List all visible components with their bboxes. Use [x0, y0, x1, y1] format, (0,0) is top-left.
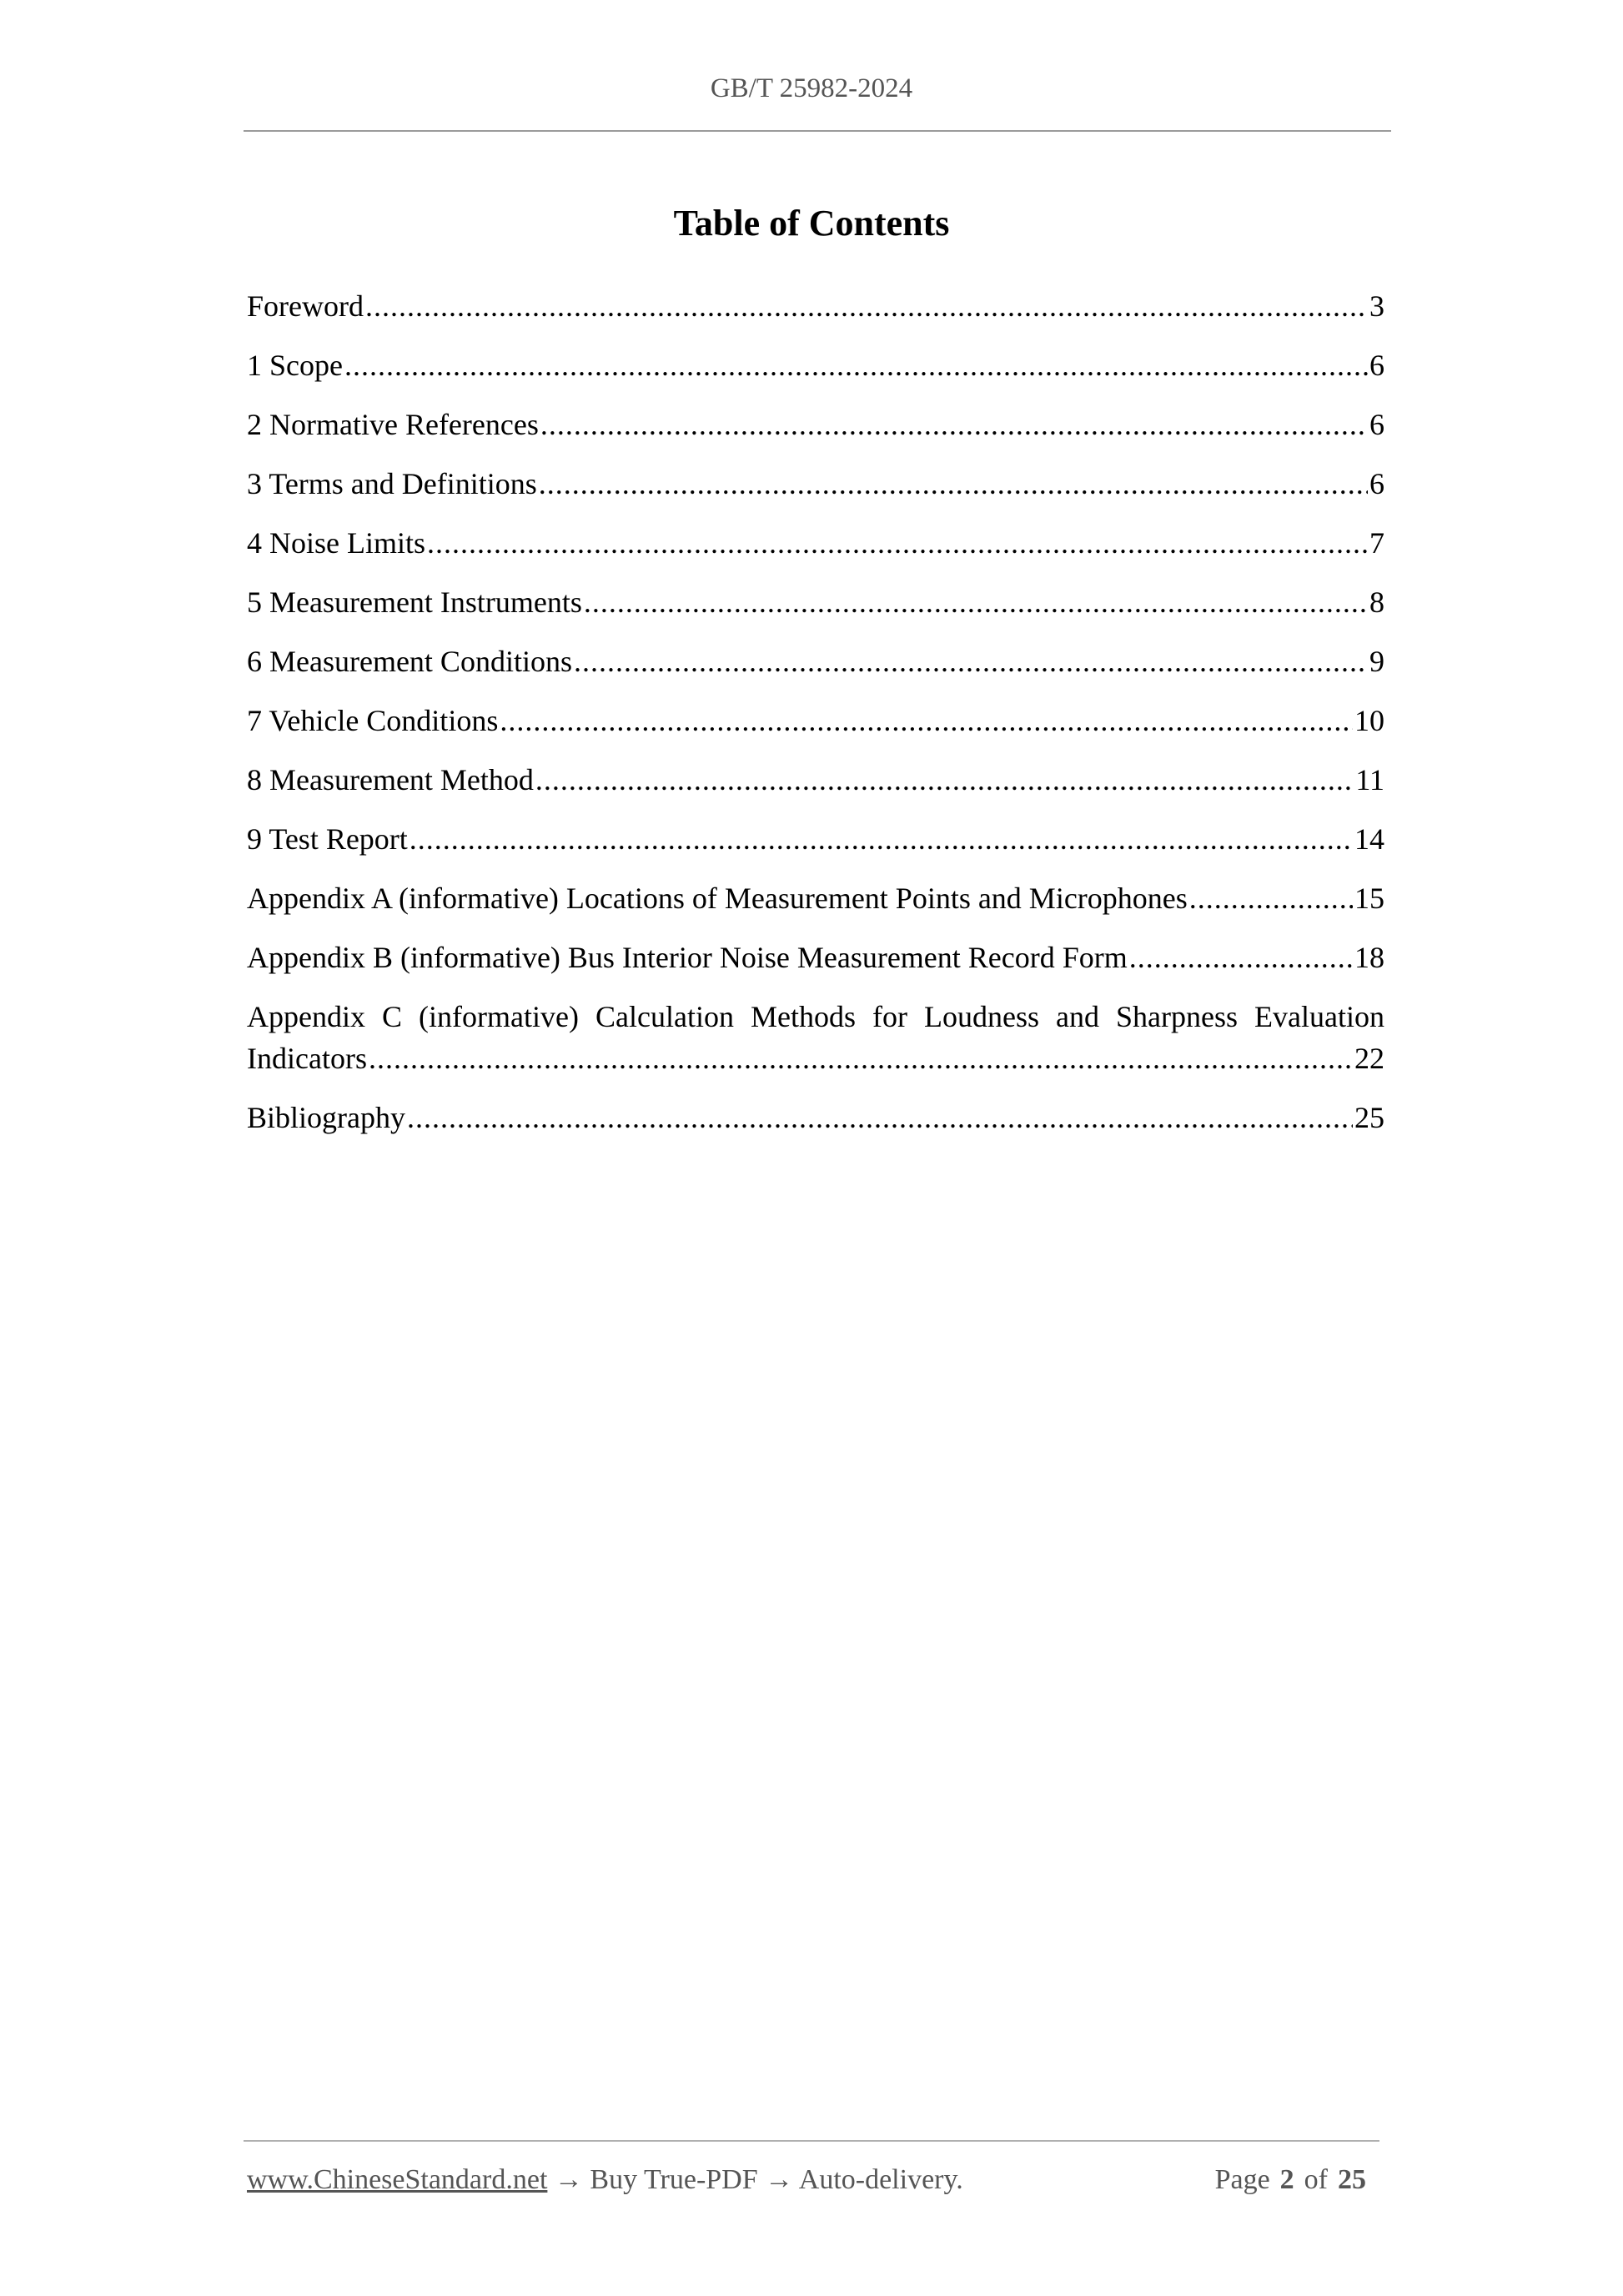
delivery-text: Auto-delivery. [798, 2164, 963, 2195]
dot-leader [539, 463, 1368, 505]
toc-entry-page: 11 [1355, 763, 1384, 796]
toc-entry-noise-limits[interactable] [247, 522, 1384, 564]
toc-entry-page: 25 [1354, 1101, 1384, 1134]
arrow-right-icon: → [554, 2164, 583, 2195]
toc-entry-label: 6 Measurement Conditions [247, 645, 572, 678]
header-divider [244, 130, 1391, 132]
toc-entry-page: 3 [1369, 289, 1384, 323]
toc-entry-label: 2 Normative References [247, 408, 539, 441]
arrow-right-icon: → [765, 2164, 794, 2195]
website-link[interactable]: www.ChineseStandard.net [247, 2164, 548, 2195]
toc-entry-page: 18 [1354, 941, 1384, 974]
toc-entry-foreword[interactable] [247, 285, 1384, 327]
toc-entry-label: Appendix A (informative) Locations of Measurement Points and Microphones [247, 882, 1188, 915]
dot-leader [584, 581, 1368, 623]
toc-entry-scope[interactable] [247, 344, 1384, 386]
toc-entry-appendix-b[interactable] [247, 937, 1384, 978]
toc-entry-page: 6 [1369, 349, 1384, 382]
toc-entry-page: 6 [1369, 408, 1384, 441]
toc-entry-label: 1 Scope [247, 349, 343, 382]
dot-leader [365, 285, 1368, 327]
toc-entry-page: 7 [1369, 526, 1384, 560]
toc-entry-label: 5 Measurement Instruments [247, 585, 582, 619]
total-pages: 25 [1338, 2164, 1366, 2195]
toc-entry-page: 14 [1354, 822, 1384, 856]
toc-entry-label: 9 Test Report [247, 822, 408, 856]
page-number [1215, 2164, 1376, 2196]
toc-entry-bibliography[interactable] [247, 1097, 1384, 1138]
dot-leader [500, 700, 1353, 741]
standard-code: GB/T 25982-2024 [710, 73, 913, 103]
toc-entry-appendix-a[interactable] [247, 877, 1384, 919]
toc-entry-measurement-instruments[interactable] [247, 581, 1384, 623]
footer-divider [244, 2140, 1379, 2142]
toc-entry-page: 15 [1354, 882, 1384, 915]
dot-leader [535, 759, 1354, 801]
toc-entry-label: 3 Terms and Definitions [247, 467, 537, 500]
toc-entry-page: 8 [1369, 585, 1384, 619]
toc-entry-measurement-method[interactable] [247, 759, 1384, 801]
dot-leader [1129, 937, 1353, 978]
toc-entry-appendix-c[interactable] [247, 996, 1384, 1079]
toc-entry-label: 4 Noise Limits [247, 526, 425, 560]
toc-entry-label: Appendix B (informative) Bus Interior Noise Measurement Record Form [247, 941, 1128, 974]
dot-leader [427, 522, 1368, 564]
toc-entry-label-line1: Appendix C (informative) Calculation Methods for Loudness and Sharpness Evaluation [247, 1000, 1384, 1033]
toc-entry-page: 6 [1369, 467, 1384, 500]
toc-title: Table of Contents [673, 203, 950, 244]
toc-entry-test-report[interactable] [247, 818, 1384, 860]
current-page: 2 [1279, 2164, 1294, 2195]
toc-entry-page: 10 [1354, 704, 1384, 737]
toc-entry-page: 9 [1369, 645, 1384, 678]
dot-leader [407, 1097, 1353, 1138]
page-word: Page [1214, 2164, 1270, 2195]
dot-leader [540, 404, 1368, 445]
toc-entry-label: 8 Measurement Method [247, 763, 534, 796]
dot-leader [574, 641, 1368, 682]
toc-entry-vehicle-conditions[interactable] [247, 700, 1384, 741]
toc-entry-measurement-conditions[interactable] [247, 641, 1384, 682]
toc-entry-label: 7 Vehicle Conditions [247, 704, 499, 737]
dot-leader [410, 818, 1353, 860]
toc-entry-label-line2: Indicators [247, 1042, 367, 1075]
toc-entry-normative-references[interactable] [247, 404, 1384, 445]
dot-leader [344, 344, 1368, 386]
buy-text: Buy True-PDF [590, 2164, 758, 2195]
toc-entry-page: 22 [1354, 1042, 1384, 1075]
of-word: of [1304, 2164, 1328, 2195]
footer-promo [247, 2164, 963, 2196]
toc-entry-terms-and-definitions[interactable] [247, 463, 1384, 505]
dot-leader [1189, 877, 1353, 919]
toc-entry-label: Bibliography [247, 1101, 405, 1134]
dot-leader [369, 1037, 1353, 1079]
toc-entry-label: Foreword [247, 289, 364, 323]
toc-list [247, 285, 1384, 1156]
